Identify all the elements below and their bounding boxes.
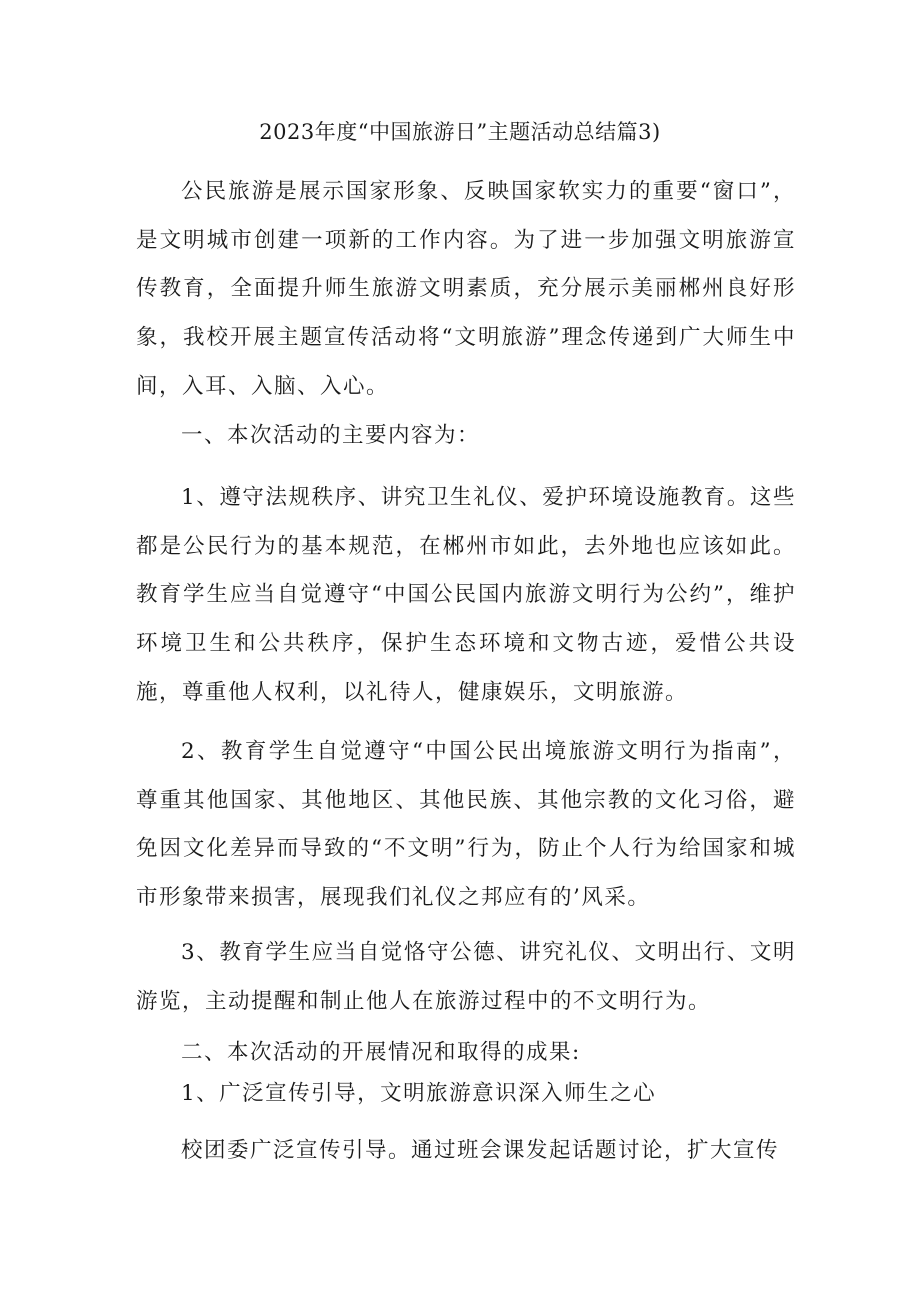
subsection-heading-1: 1、广泛宣传引导，文明旅游意识深入师生之心 <box>181 1081 657 1106</box>
paragraph-item-3: 3、教育学生应当自觉恪守公德、讲究礼仪、文明出行、文明游览，主动提醒和制止他人在旅游过程中的不文明行为。 <box>136 940 796 1014</box>
paragraph-publicity: 校团委广泛宣传引导。通过班会课发起话题讨论，扩大宣传 <box>181 1138 780 1163</box>
paragraph-item-1: 1、遵守法规秩序、讲究卫生礼仪、爱护环境设施教育。这些都是公民行为的基本规范，在郴州市如此，去外地也应该如此。教育学生应当自觉遵守“中国公民国内旅游文明行为公约”，维护环境卫生和公共秩序，保护生态环境和文物古迹，爱惜公共设施，尊重他人权利，以礼待人，健康娱乐，文明旅游。 <box>136 485 796 705</box>
document-title: 2023年度“中国旅游日”主题活动总结篇3) <box>259 120 661 144</box>
paragraph-item-2: 2、教育学生自觉遵守“中国公民出境旅游文明行为指南”，尊重其他国家、其他地区、其他民族、其他宗教的文化习俗，避免因文化差异而导致的“不文明”行为，防止个人行为给国家和城市形象带来损害，展现我们礼仪之邦应有的’风采。 <box>136 739 796 911</box>
paragraph-intro: 公民旅游是展示国家形象、反映国家软实力的重要“窗口”，是文明城市创建一项新的工作内容。为了进一步加强文明旅游宣传教育，全面提升师生旅游文明素质，充分展示美丽郴州良好形象，我校开展主题宣传活动将“文明旅游”理念传递到广大师生中间，入耳、入脑、入心。 <box>136 179 796 399</box>
section-heading-2: 二、本次活动的开展情况和取得的成果: <box>181 1040 581 1065</box>
section-heading-1: 一、本次活动的主要内容为： <box>181 423 481 448</box>
